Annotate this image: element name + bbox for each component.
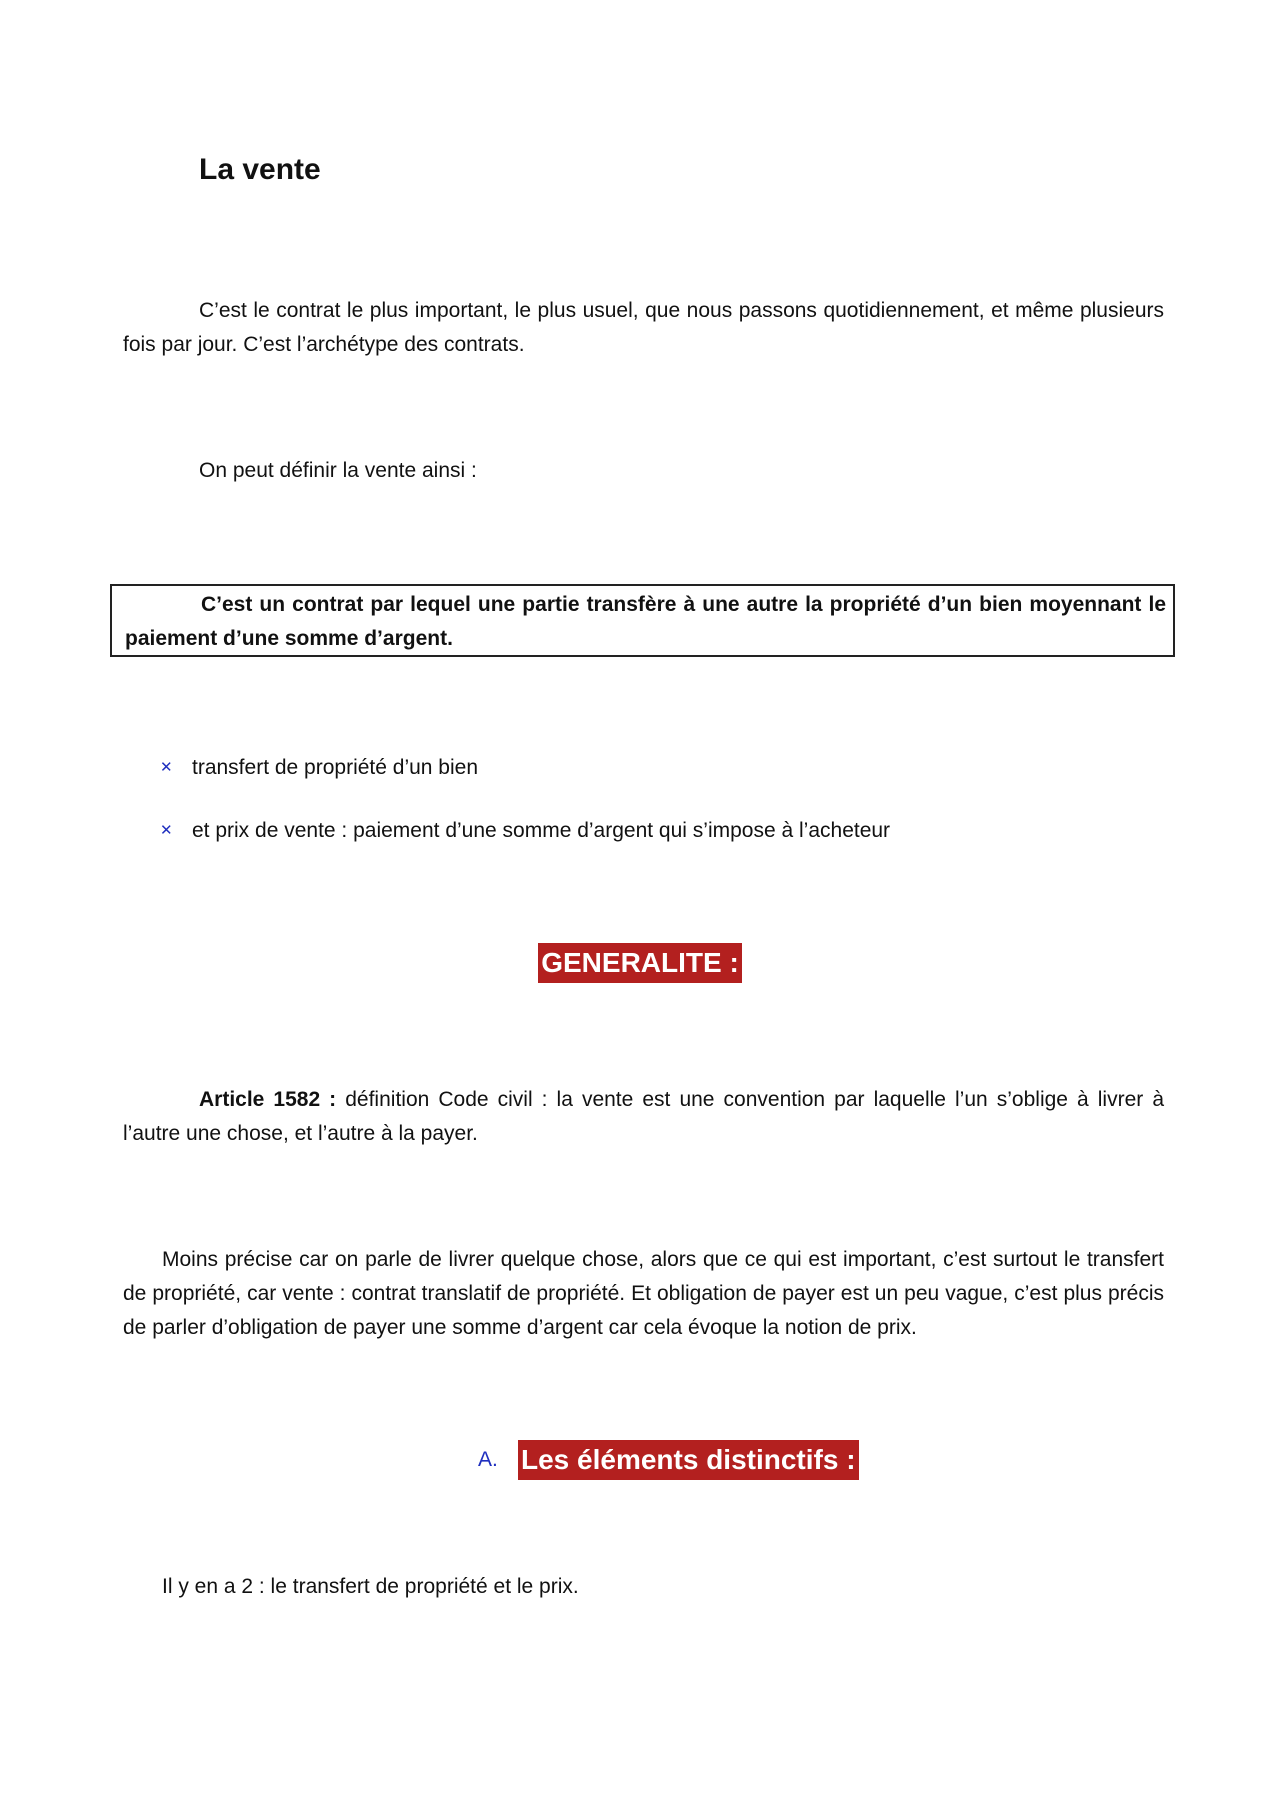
commentary-paragraph: Moins précise car on parle de livrer quelque chose, alors que ce qui est important, c’est surtout le transfert de propriété, car vente : contrat translatif de propriété. Et obligation de payer est un peu vague, c’est plus précis de parler d’obligation de payer une somme d’argent car cela évoque la notion de prix. [123, 1248, 1164, 1339]
article-paragraph [123, 1083, 1164, 1151]
x-bullet-icon: ✕ [160, 822, 173, 839]
list-item-text: et prix de vente : paiement d’une somme d’argent qui s’impose à l’acheteur [192, 819, 891, 842]
page-title: La vente [199, 153, 321, 186]
article-text: définition Code civil : la vente est une convention par laquelle l’un s’oblige à livrer à l’autre une chose, et l’autre à la payer. [123, 1088, 1164, 1145]
list-item [160, 814, 890, 848]
generalite-heading: GENERALITE : [538, 943, 742, 983]
list-item [160, 751, 478, 785]
generalite-heading-wrap [0, 943, 1280, 983]
intro-paragraph: C’est le contrat le plus important, le plus usuel, que nous passons quotidiennement, et même plusieurs fois par jour. C’est l’archétype des contrats. [123, 299, 1164, 356]
article-label: Article 1582 : [199, 1088, 337, 1111]
x-bullet-icon: ✕ [160, 759, 173, 776]
list-item-text: transfert de propriété d’un bien [192, 756, 479, 779]
definition-box [110, 584, 1175, 657]
closing-paragraph: Il y en a 2 : le transfert de propriété et le prix. [162, 1575, 579, 1598]
definition-lead: On peut définir la vente ainsi : [199, 459, 477, 482]
section-title: Les éléments distinctifs : [518, 1440, 859, 1480]
definition-text: C’est un contrat par lequel une partie transfère à une autre la propriété d’un bien moyennant le paiement d’une somme d’argent. [125, 593, 1166, 650]
section-a-heading [478, 1440, 859, 1480]
section-letter: A. [478, 1448, 498, 1471]
